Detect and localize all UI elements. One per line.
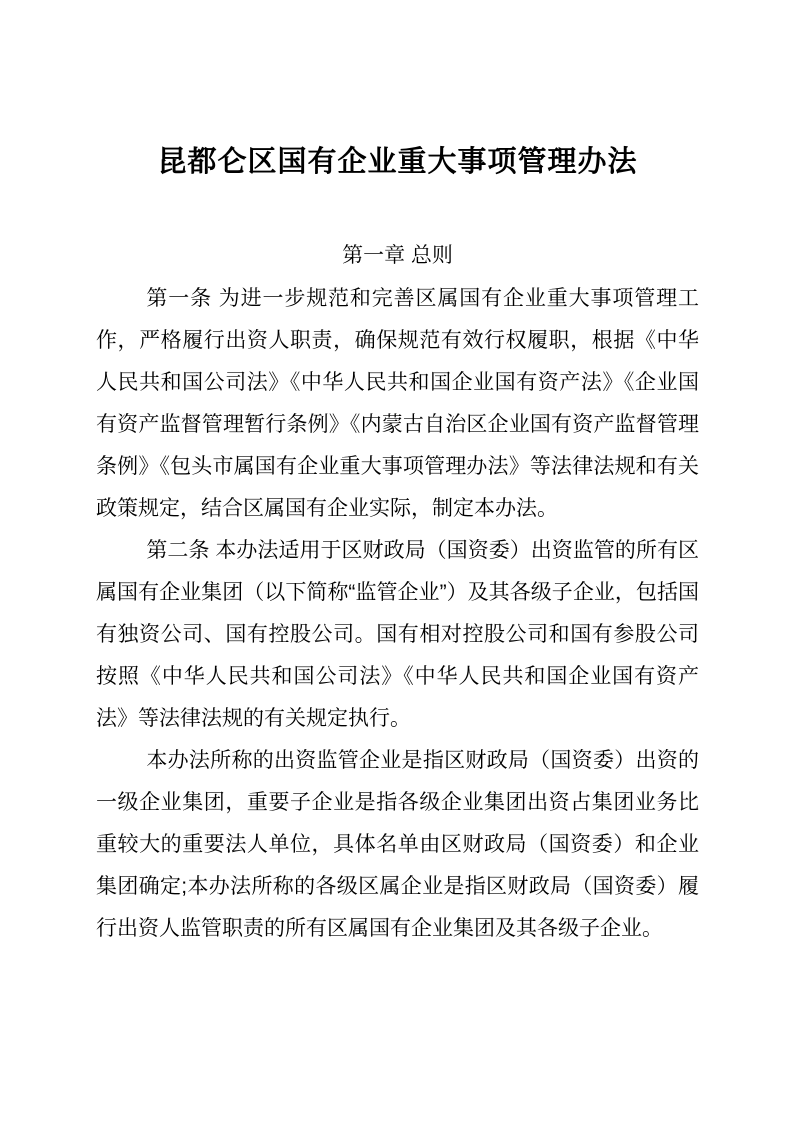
chapter-heading: 第一章 总则 <box>342 244 453 267</box>
paragraph-article-2: 第二条 本办法适用于区财政局（国资委）出资监管的所有区属国有企业集团（以下简称“监管企业”）及其各级子企业，包括国有独资公司、国有控股公司。国有相对控股公司和国有参股公司按照《中华人民共和国公司法》《中华人民共和国企业国有资产法》等法律法规的有关规定执行。 <box>96 539 699 730</box>
paragraph-article-2-continued: 本办法所称的出资监管企业是指区财政局（国资委）出资的一级企业集团，重要子企业是指各级企业集团出资占集团业务比重较大的重要法人单位，具体名单由区财政局（国资委）和企业集团确定;本办法所称的各级区属企业是指区财政局（国资委）履行出资人监管职责的所有区属国有企业集团及其各级子企业。 <box>96 749 699 940</box>
paragraph-article-1: 第一条 为进一步规范和完善区属国有企业重大事项管理工作，严格履行出资人职责，确保规范有效行权履职，根据《中华人民共和国公司法》《中华人民共和国企业国有资产法》《企业国有资产监督管理暂行条例》《内蒙古自治区企业国有资产监督管理条例》《包头市属国有企业重大事项管理办法》等法律法规和有关政策规定，结合区属国有企业实际，制定本办法。 <box>96 287 699 520</box>
document-title: 昆都仑区国有企业重大事项管理办法 <box>157 146 638 178</box>
document-body <box>96 278 699 950</box>
